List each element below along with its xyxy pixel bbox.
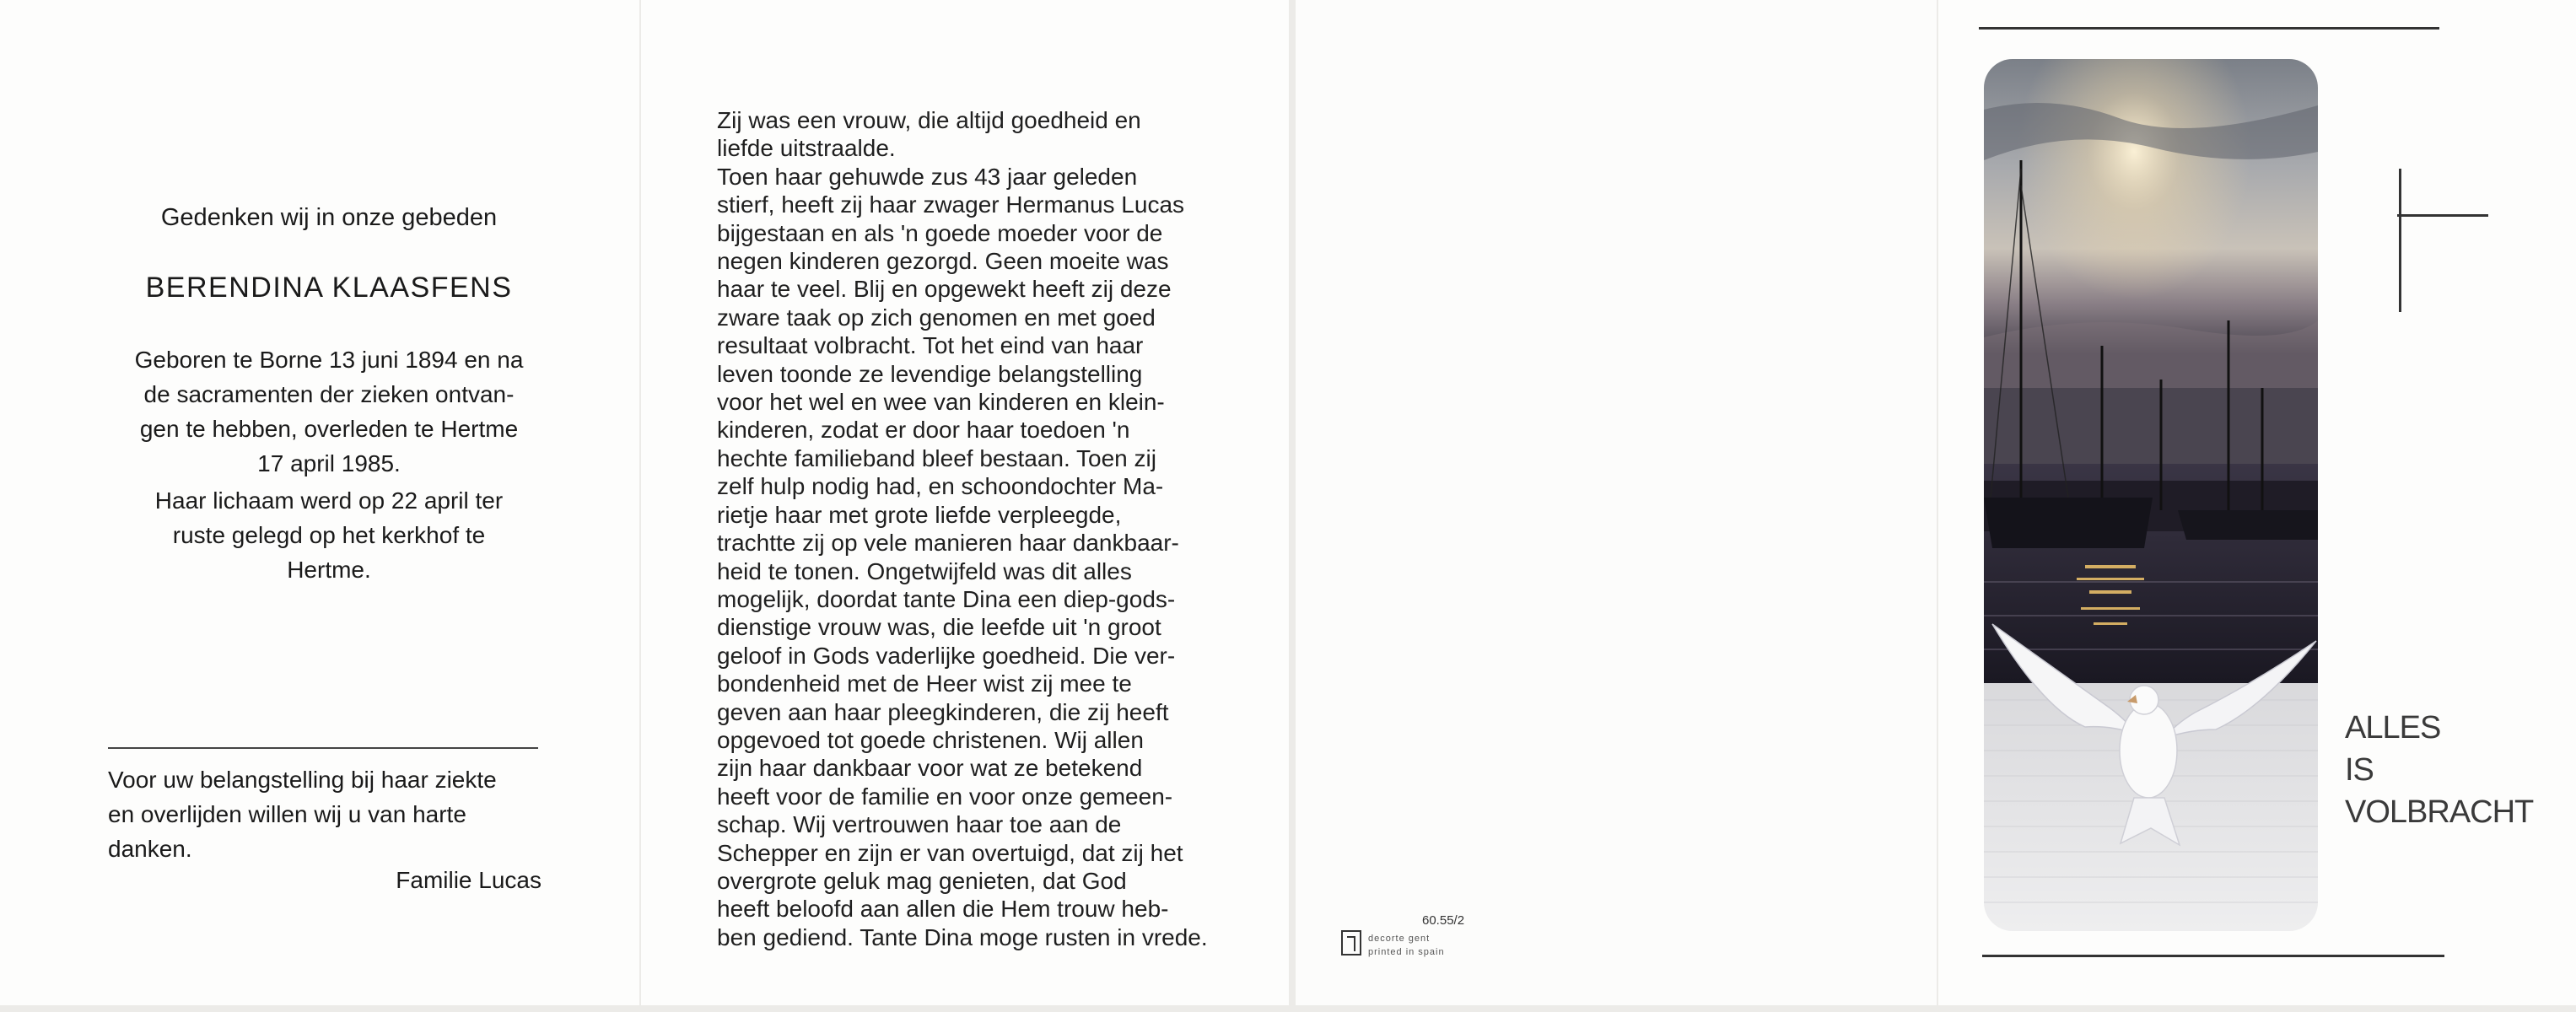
tribute-line: negen kinderen gezorgd. Geen moeite was xyxy=(717,248,1169,275)
tribute-line: Toen haar gehuwde zus 43 jaar geleden xyxy=(717,163,1138,190)
tribute-line: voor het wel en wee van kinderen en klein- xyxy=(717,389,1165,416)
card-cover xyxy=(1938,0,2576,1005)
tribute-line: zelf hulp nodig had, en schoondochter Ma- xyxy=(717,473,1164,500)
printer-name: decorte gent xyxy=(1368,934,1431,944)
cross-icon-bar xyxy=(2397,214,2488,217)
card-inner-left xyxy=(0,0,639,1005)
burial-line: ruste gelegd op het kerkhof te xyxy=(172,522,486,548)
burial-text xyxy=(101,483,557,587)
tribute-line: heid te tonen. Ongetwijfeld was dit alles xyxy=(717,557,1132,584)
thanks-text xyxy=(108,762,547,866)
motto-line-1: ALLES xyxy=(2345,710,2441,746)
tribute-line: hechte familieband bleef bestaan. Toen zij xyxy=(717,444,1156,471)
burial-line: Hertme. xyxy=(287,557,371,583)
tribute-line: leven toonde ze levendige belangstelling xyxy=(717,360,1143,387)
tribute-line: dienstige vrouw was, die leefde uit 'n groot xyxy=(717,614,1161,641)
bio-line: gen te hebben, overleden te Hertme xyxy=(139,416,519,442)
motto-line-2: IS xyxy=(2345,752,2374,788)
tribute-line: opgevoed tot goede christenen. Wij allen xyxy=(717,726,1144,753)
tribute-line: kinderen, zodat er door haar toedoen 'n xyxy=(717,417,1130,444)
deceased-name: BERENDINA KLAASFENS xyxy=(145,272,513,304)
tribute-text xyxy=(717,106,1231,951)
intro-text: Gedenken wij in onze gebeden xyxy=(160,204,498,231)
top-rule xyxy=(1979,27,2439,30)
tribute-line: rietje haar met grote liefde verpleegde, xyxy=(717,501,1122,528)
tribute-line: bondenheid met de Heer wist zij mee te xyxy=(717,670,1132,697)
tribute-line: geven aan haar pleegkinderen, die zij heeft xyxy=(717,698,1169,725)
cross-icon xyxy=(2399,169,2401,312)
printer-origin: printed in spain xyxy=(1368,947,1445,957)
tribute-line: bijgestaan en als 'n goede moeder voor de xyxy=(717,219,1163,246)
motto-line-3: VOLBRACHT xyxy=(2345,794,2534,830)
tribute-line: ben gediend. Tante Dina moge rusten in vrede. xyxy=(717,923,1208,950)
tribute-line: overgrote geluk mag genieten, dat God xyxy=(717,867,1127,894)
bio-line: Geboren te Borne 13 juni 1894 en na xyxy=(134,347,524,373)
tribute-line: stierf, heeft zij haar zwager Hermanus Lucas xyxy=(717,191,1185,218)
tribute-line: Zij was een vrouw, die altijd goedheid en xyxy=(717,107,1141,133)
birth-death-text xyxy=(101,342,557,481)
tribute-line: heeft voor de familie en voor onze gemeen- xyxy=(717,783,1173,810)
bio-line: 17 april 1985. xyxy=(257,450,401,476)
harbor-photo xyxy=(1984,59,2318,931)
tribute-line: resultaat volbracht. Tot het eind van haar xyxy=(717,332,1144,359)
tribute-line: geloof in Gods vaderlijke goedheid. Die ver- xyxy=(717,642,1176,669)
thanks-line: Voor uw belangstelling bij haar ziekte xyxy=(108,767,497,793)
tribute-line: haar te veel. Blij en opgewekt heeft zij deze xyxy=(717,276,1172,303)
tribute-line: zware taak op zich genomen en met goed xyxy=(717,304,1156,331)
printer-logo-icon xyxy=(1341,930,1361,955)
burial-line: Haar lichaam werd op 22 april ter xyxy=(154,487,504,514)
bottom-rule xyxy=(1982,955,2444,957)
tribute-line: zijn haar dankbaar voor wat ze betekend xyxy=(717,755,1143,782)
tribute-line: schap. Wij vertrouwen haar toe aan de xyxy=(717,811,1122,838)
tribute-line: Schepper en zijn er van overtuigd, dat zij het xyxy=(717,839,1183,866)
tribute-line: trachtte zij op vele manieren haar dankbaar- xyxy=(717,530,1179,557)
card-inner-right xyxy=(641,0,1289,1005)
sunset-harbor-scene xyxy=(1984,59,2318,931)
tribute-line: mogelijk, doordat tante Dina een diep-gods- xyxy=(717,585,1176,612)
thanks-line: danken. xyxy=(108,836,192,862)
card-back xyxy=(1296,0,1937,1005)
tribute-line: liefde uitstraalde. xyxy=(717,135,896,162)
bio-line: de sacramenten der zieken ontvan- xyxy=(143,381,515,407)
family-signature: Familie Lucas xyxy=(396,867,542,893)
printer-code: 60.55/2 xyxy=(1422,913,1465,928)
thanks-line: en overlijden willen wij u van harte xyxy=(108,801,466,827)
tribute-line: heeft beloofd aan allen die Hem trouw heb- xyxy=(717,896,1169,923)
divider xyxy=(108,747,538,749)
